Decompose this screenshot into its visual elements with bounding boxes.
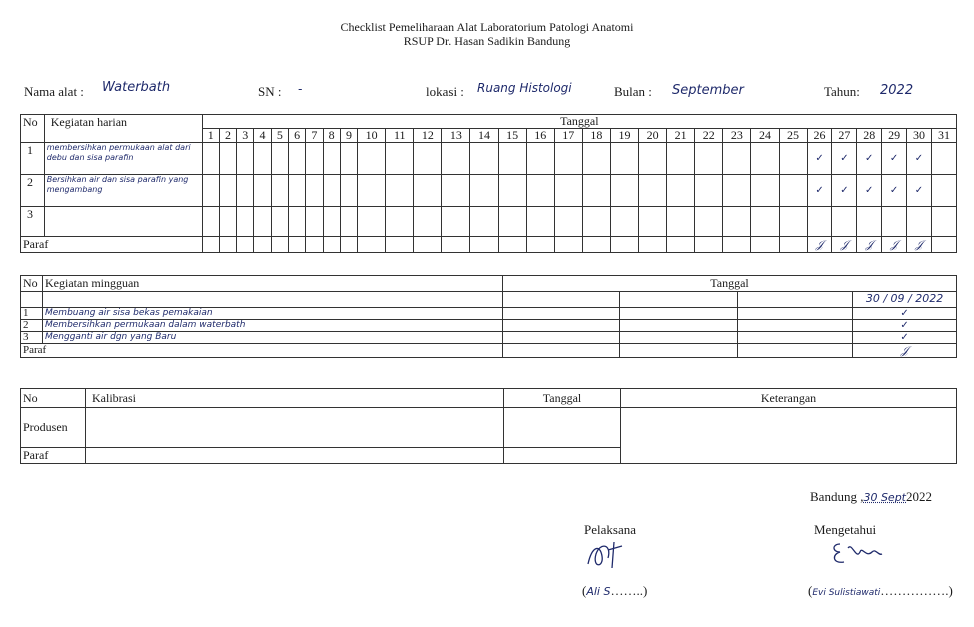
calibration-produsen-value — [86, 408, 504, 448]
daily-row-3-day-23 — [723, 207, 751, 237]
daily-paraf-empty-20 — [639, 237, 667, 253]
daily-row-1-day-14 — [470, 143, 498, 175]
weekly-row-3-text: Mengganti air dgn yang Baru — [43, 332, 503, 344]
day-header-7: 7 — [306, 129, 323, 143]
daily-row-1-day-7 — [306, 143, 323, 175]
daily-paraf-empty-24 — [751, 237, 779, 253]
day-header-2: 2 — [219, 129, 236, 143]
daily-row-1-text: membersihkan permukaan alat dari debu dan sisa parafin — [44, 143, 202, 175]
sn-label: SN : — [258, 84, 282, 99]
daily-row-3-day-31 — [931, 207, 956, 237]
daily-row-2-day-21 — [667, 175, 695, 207]
daily-row-1-day-6 — [288, 143, 305, 175]
daily-row-1-day-20 — [639, 143, 667, 175]
daily-row-1-day-5 — [271, 143, 288, 175]
daily-paraf-label: Paraf — [21, 237, 203, 253]
daily-row-3-day-14 — [470, 207, 498, 237]
daily-row-2-day-13 — [442, 175, 470, 207]
weekly-row-2-text: Membersihkan permukaan dalam waterbath — [43, 320, 503, 332]
daily-paraf-empty-12 — [414, 237, 442, 253]
daily-row-2-day-6 — [288, 175, 305, 207]
mengetahui-label: Mengetahui — [814, 522, 877, 537]
daily-paraf-empty-23 — [723, 237, 751, 253]
daily-row-2-check-day-30: ✓ — [907, 175, 932, 207]
daily-row-3-day-10 — [358, 207, 386, 237]
daily-row-3-no: 3 — [21, 207, 45, 237]
daily-row-1-check-day-28: ✓ — [857, 143, 882, 175]
calibration-tanggal-header: Tanggal — [504, 389, 621, 408]
daily-row-3-day-3 — [237, 207, 254, 237]
daily-row-1-check-day-29: ✓ — [882, 143, 907, 175]
daily-kegiatan-header: Kegiatan harian — [44, 115, 202, 143]
day-header-1: 1 — [202, 129, 219, 143]
daily-row-2-day-10 — [358, 175, 386, 207]
daily-row-2-day-9 — [340, 175, 357, 207]
daily-row-1-check-day-26: ✓ — [807, 143, 832, 175]
daily-checklist-table — [20, 114, 957, 253]
daily-row-3-day-24 — [751, 207, 779, 237]
daily-row-1-day-9 — [340, 143, 357, 175]
daily-row-1-check-day-30: ✓ — [907, 143, 932, 175]
document-subtitle: RSUP Dr. Hasan Sadikin Bandung — [403, 34, 571, 48]
daily-paraf-empty-22 — [695, 237, 723, 253]
calibration-keterangan-header: Keterangan — [621, 389, 957, 408]
day-header-19: 19 — [610, 129, 638, 143]
daily-paraf-empty-6 — [288, 237, 305, 253]
weekly-row-1-no: 1 — [21, 308, 43, 320]
daily-paraf-empty-17 — [554, 237, 582, 253]
daily-row-1-day-8 — [323, 143, 340, 175]
calibration-table — [20, 388, 957, 464]
weekly-tanggal-header: Tanggal — [503, 276, 957, 292]
daily-row-2-day-19 — [610, 175, 638, 207]
lokasi-label: lokasi : — [426, 84, 464, 99]
daily-row-1-day-3 — [237, 143, 254, 175]
daily-row-3-day-26 — [807, 207, 832, 237]
daily-paraf-empty-4 — [254, 237, 271, 253]
daily-row-3-day-4 — [254, 207, 271, 237]
daily-paraf-empty-8 — [323, 237, 340, 253]
day-header-20: 20 — [639, 129, 667, 143]
daily-paraf-empty-15 — [498, 237, 526, 253]
daily-row-1-day-2 — [219, 143, 236, 175]
pelaksana-label: Pelaksana — [584, 522, 636, 537]
daily-row-3-day-27 — [832, 207, 857, 237]
daily-paraf-empty-19 — [610, 237, 638, 253]
daily-row-2-no: 2 — [21, 175, 45, 207]
daily-paraf-day-27: 𝒥 — [832, 237, 857, 253]
day-header-30: 30 — [907, 129, 932, 143]
weekly-date-value: 30 / 09 / 2022 — [853, 292, 957, 308]
daily-paraf-empty-11 — [386, 237, 414, 253]
day-header-27: 27 — [832, 129, 857, 143]
daily-row-3-day-25 — [779, 207, 807, 237]
weekly-checklist-table — [20, 275, 957, 358]
daily-row-2-day-23 — [723, 175, 751, 207]
daily-row-3-day-29 — [882, 207, 907, 237]
weekly-no-header: No — [21, 276, 43, 292]
daily-row-1-day-23 — [723, 143, 751, 175]
daily-row-3-day-1 — [202, 207, 219, 237]
weekly-date-cell-3 — [738, 292, 853, 308]
daily-row-3-day-2 — [219, 207, 236, 237]
daily-row-2-day-2 — [219, 175, 236, 207]
day-header-16: 16 — [526, 129, 554, 143]
calibration-kalibrasi-header: Kalibrasi — [86, 389, 504, 408]
daily-paraf-empty-13 — [442, 237, 470, 253]
daily-row-3-day-9 — [340, 207, 357, 237]
day-header-29: 29 — [882, 129, 907, 143]
daily-paraf-day-28: 𝒥 — [857, 237, 882, 253]
daily-row-2-day-8 — [323, 175, 340, 207]
weekly-blank-kegiatan — [43, 292, 503, 308]
daily-row-1-day-21 — [667, 143, 695, 175]
daily-paraf-empty-2 — [219, 237, 236, 253]
document-title: Checklist Pemeliharaan Alat Laboratorium Patologi Anatomi — [340, 20, 634, 34]
weekly-row-1-text: Membuang air sisa bekas pemakaian — [43, 308, 503, 320]
daily-row-2-day-18 — [582, 175, 610, 207]
daily-row-1 — [21, 143, 957, 175]
weekly-row-2-no: 2 — [21, 320, 43, 332]
calibration-paraf-date — [504, 448, 621, 464]
day-header-14: 14 — [470, 129, 498, 143]
day-header-3: 3 — [237, 129, 254, 143]
place-label: Bandung , — [810, 489, 864, 504]
daily-row-2-check-day-27: ✓ — [832, 175, 857, 207]
daily-row-3-day-21 — [667, 207, 695, 237]
daily-row-3-day-15 — [498, 207, 526, 237]
daily-row-3-day-12 — [414, 207, 442, 237]
daily-paraf-empty-9 — [340, 237, 357, 253]
daily-row-3-day-5 — [271, 207, 288, 237]
daily-row-3-day-7 — [306, 207, 323, 237]
daily-tanggal-header: Tanggal — [202, 115, 957, 129]
daily-row-2-day-24 — [751, 175, 779, 207]
mengetahui-open-paren: ( — [808, 583, 813, 598]
tahun-value: 2022 — [880, 83, 914, 98]
daily-row-2-check-day-26: ✓ — [807, 175, 832, 207]
place-year: 2022 — [906, 489, 932, 504]
day-header-25: 25 — [779, 129, 807, 143]
daily-row-1-day-18 — [582, 143, 610, 175]
daily-row-2 — [21, 175, 957, 207]
sn-value: - — [298, 82, 303, 96]
day-header-31: 31 — [931, 129, 956, 143]
nama-alat-value: Waterbath — [102, 80, 171, 95]
day-header-28: 28 — [857, 129, 882, 143]
daily-row-2-check-day-28: ✓ — [857, 175, 882, 207]
daily-row-2-day-5 — [271, 175, 288, 207]
daily-row-3-text — [44, 207, 202, 237]
daily-row-3-day-22 — [695, 207, 723, 237]
daily-row-2-day-25 — [779, 175, 807, 207]
daily-row-1-day-19 — [610, 143, 638, 175]
daily-row-3 — [21, 207, 957, 237]
daily-row-1-day-24 — [751, 143, 779, 175]
weekly-paraf-mark: 𝒥 — [853, 344, 957, 358]
place-date-value: 30 Sept — [863, 491, 906, 504]
pelaksana-open-paren: ( — [582, 583, 587, 598]
daily-row-2-day-16 — [526, 175, 554, 207]
daily-row-2-day-15 — [498, 175, 526, 207]
daily-paraf-empty-21 — [667, 237, 695, 253]
calibration-no-header: No — [21, 389, 86, 408]
pelaksana-name-line — [582, 583, 647, 599]
daily-row-2-text: Bersihkan air dan sisa parafin yang mengambang — [44, 175, 202, 207]
daily-row-3-day-28 — [857, 207, 882, 237]
weekly-row-1-check: ✓ — [853, 308, 957, 320]
daily-no-header: No — [21, 115, 45, 143]
daily-row-1-day-17 — [554, 143, 582, 175]
daily-row-2-day-14 — [470, 175, 498, 207]
daily-row-2-day-1 — [202, 175, 219, 207]
daily-row-1-day-16 — [526, 143, 554, 175]
calibration-paraf-label: Paraf — [21, 448, 86, 464]
nama-alat-label: Nama alat : — [24, 84, 84, 99]
daily-row-3-day-30 — [907, 207, 932, 237]
day-header-26: 26 — [807, 129, 832, 143]
daily-row-2-day-22 — [695, 175, 723, 207]
daily-row-3-day-8 — [323, 207, 340, 237]
daily-row-2-day-11 — [386, 175, 414, 207]
weekly-blank-no — [21, 292, 43, 308]
weekly-kegiatan-header: Kegiatan mingguan — [43, 276, 503, 292]
pelaksana-signature — [578, 538, 638, 572]
daily-row-1-day-22 — [695, 143, 723, 175]
mengetahui-signature — [826, 538, 886, 568]
daily-paraf-day-29: 𝒥 — [882, 237, 907, 253]
daily-paraf-empty-25 — [779, 237, 807, 253]
weekly-row-3-check: ✓ — [853, 332, 957, 344]
weekly-paraf-label: Paraf — [21, 344, 503, 358]
weekly-row-2-check: ✓ — [853, 320, 957, 332]
day-header-4: 4 — [254, 129, 271, 143]
daily-row-3-day-19 — [610, 207, 638, 237]
daily-paraf-empty-1 — [202, 237, 219, 253]
day-header-21: 21 — [667, 129, 695, 143]
weekly-date-cell-1 — [503, 292, 620, 308]
daily-paraf-empty-5 — [271, 237, 288, 253]
weekly-row-3-no: 3 — [21, 332, 43, 344]
calibration-keterangan-value — [621, 408, 957, 464]
mengetahui-close-paren: …………….) — [880, 583, 953, 598]
daily-row-1-day-15 — [498, 143, 526, 175]
daily-row-3-day-13 — [442, 207, 470, 237]
daily-row-3-day-11 — [386, 207, 414, 237]
daily-row-2-day-7 — [306, 175, 323, 207]
day-header-22: 22 — [695, 129, 723, 143]
daily-row-1-day-31 — [931, 143, 956, 175]
mengetahui-name-line — [808, 583, 953, 599]
day-header-12: 12 — [414, 129, 442, 143]
pelaksana-name: Ali S — [586, 585, 611, 598]
day-header-24: 24 — [751, 129, 779, 143]
daily-row-3-day-20 — [639, 207, 667, 237]
mengetahui-name: Evi Sulistiawati — [812, 588, 881, 598]
daily-row-1-day-13 — [442, 143, 470, 175]
daily-row-2-day-4 — [254, 175, 271, 207]
bulan-label: Bulan : — [614, 84, 652, 99]
daily-row-2-check-day-29: ✓ — [882, 175, 907, 207]
lokasi-value: Ruang Histologi — [477, 81, 572, 95]
pelaksana-close-paren: ……..) — [610, 583, 648, 598]
daily-paraf-empty-31 — [931, 237, 956, 253]
daily-row-3-day-16 — [526, 207, 554, 237]
daily-paraf-empty-7 — [306, 237, 323, 253]
day-header-17: 17 — [554, 129, 582, 143]
calibration-paraf-value — [86, 448, 504, 464]
daily-row-1-day-10 — [358, 143, 386, 175]
daily-row-2-day-20 — [639, 175, 667, 207]
daily-row-3-day-18 — [582, 207, 610, 237]
day-header-8: 8 — [323, 129, 340, 143]
daily-row-1-day-11 — [386, 143, 414, 175]
daily-row-1-no: 1 — [21, 143, 45, 175]
daily-row-1-day-12 — [414, 143, 442, 175]
day-header-11: 11 — [386, 129, 414, 143]
daily-row-2-day-17 — [554, 175, 582, 207]
daily-paraf-empty-14 — [470, 237, 498, 253]
bulan-value: September — [672, 83, 744, 98]
place-date-line — [810, 489, 932, 505]
calibration-produsen-label: Produsen — [21, 408, 86, 448]
daily-paraf-empty-3 — [237, 237, 254, 253]
calibration-produsen-date — [504, 408, 621, 448]
tahun-label: Tahun: — [824, 84, 860, 99]
day-header-13: 13 — [442, 129, 470, 143]
day-header-23: 23 — [723, 129, 751, 143]
daily-paraf-empty-18 — [582, 237, 610, 253]
daily-paraf-day-30: 𝒥 — [907, 237, 932, 253]
daily-paraf-empty-10 — [358, 237, 386, 253]
daily-row-3-day-6 — [288, 207, 305, 237]
day-header-6: 6 — [288, 129, 305, 143]
day-header-5: 5 — [271, 129, 288, 143]
daily-paraf-empty-16 — [526, 237, 554, 253]
daily-row-2-day-3 — [237, 175, 254, 207]
day-header-9: 9 — [340, 129, 357, 143]
daily-row-1-day-4 — [254, 143, 271, 175]
weekly-date-cell-2 — [620, 292, 738, 308]
day-header-10: 10 — [358, 129, 386, 143]
day-header-15: 15 — [498, 129, 526, 143]
daily-row-2-day-12 — [414, 175, 442, 207]
daily-paraf-day-26: 𝒥 — [807, 237, 832, 253]
daily-row-3-day-17 — [554, 207, 582, 237]
daily-row-1-day-25 — [779, 143, 807, 175]
daily-row-1-check-day-27: ✓ — [832, 143, 857, 175]
day-header-18: 18 — [582, 129, 610, 143]
daily-row-2-day-31 — [931, 175, 956, 207]
daily-row-1-day-1 — [202, 143, 219, 175]
